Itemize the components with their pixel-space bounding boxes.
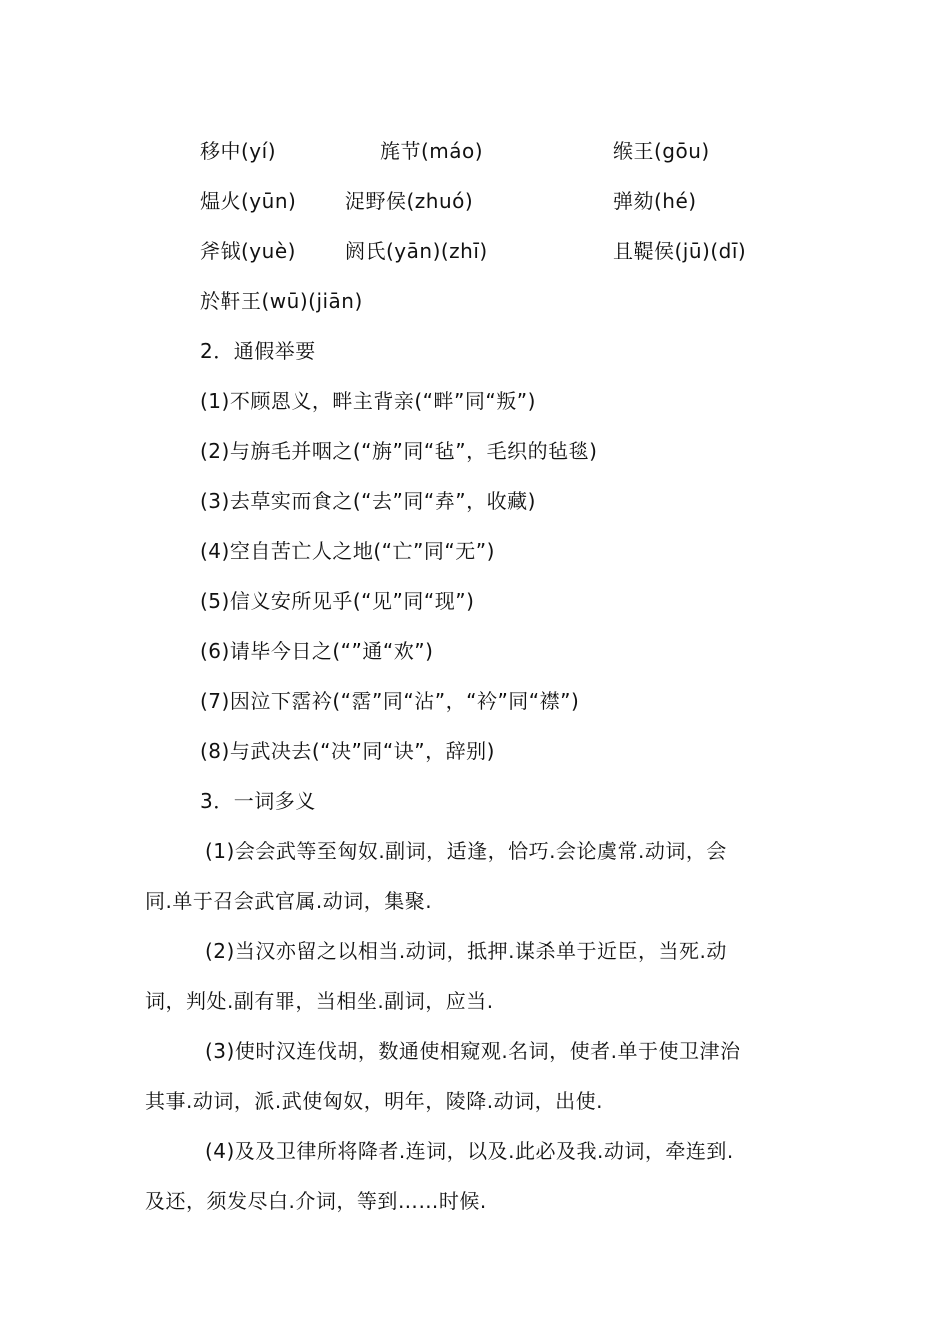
paragraph-line: 其事.动词，派.武使匈奴，明年，陵降.动词，出使. bbox=[145, 1089, 603, 1113]
pinyin-entry: 弹劾(hé) bbox=[613, 189, 697, 213]
section-heading: 3．一词多义 bbox=[200, 789, 316, 813]
pinyin-entry: 移中(yí) bbox=[200, 139, 276, 163]
paragraph-line: 同.单于召会武官属.动词，集聚. bbox=[145, 889, 433, 913]
paragraph-line: (4)及及卫律所将降者.连词，以及.此必及我.动词，牵连到. bbox=[205, 1139, 734, 1163]
pinyin-entry: 浞野侯(zhuó) bbox=[345, 189, 474, 213]
paragraph-line: (1)会会武等至匈奴.副词，适逢，恰巧.会论虞常.动词，会 bbox=[205, 839, 727, 863]
list-item: (8)与武决去(“决”同“诀”，辞别) bbox=[200, 739, 495, 763]
paragraph-line: (2)当汉亦留之以相当.动词，抵押.谋杀单于近臣，当死.动 bbox=[205, 939, 727, 963]
list-item: (1)不顾恩义，畔主背亲(“畔”同“叛”) bbox=[200, 389, 536, 413]
pinyin-entry: 煴火(yūn) bbox=[200, 189, 297, 213]
pinyin-entry: 斧钺(yuè) bbox=[200, 239, 296, 263]
list-item: (4)空自苦亡人之地(“亡”同“无”) bbox=[200, 539, 495, 563]
paragraph-line: 词，判处.副有罪，当相坐.副词，应当. bbox=[145, 989, 494, 1013]
section-heading: 2．通假举要 bbox=[200, 339, 316, 363]
paragraph-line: 及还，须发尽白.介词，等到……时候. bbox=[145, 1189, 487, 1213]
list-item: (7)因泣下霑衿(“霑”同“沾”，“衿”同“襟”) bbox=[200, 689, 580, 713]
paragraph-line: (3)使时汉连伐胡，数通使相窥观.名词，使者.单于使卫津治 bbox=[205, 1039, 741, 1063]
list-item: (3)去草实而食之(“去”同“弆”，收藏) bbox=[200, 489, 536, 513]
pinyin-entry: 旄节(máo) bbox=[380, 139, 484, 163]
pinyin-entry: 且鞮侯(jū)(dī) bbox=[613, 239, 747, 263]
list-item: (5)信义安所见乎(“见”同“现”) bbox=[200, 589, 475, 613]
list-item: (2)与旃毛并咽之(“旃”同“毡”，毛织的毡毯) bbox=[200, 439, 598, 463]
pinyin-entry: 於靬王(wū)(jiān) bbox=[200, 289, 363, 313]
pinyin-entry: 缑王(gōu) bbox=[613, 139, 710, 163]
pinyin-entry: 阏氏(yān)(zhī) bbox=[345, 239, 488, 263]
list-item: (6)请毕今日之(“”通“欢”) bbox=[200, 639, 434, 663]
